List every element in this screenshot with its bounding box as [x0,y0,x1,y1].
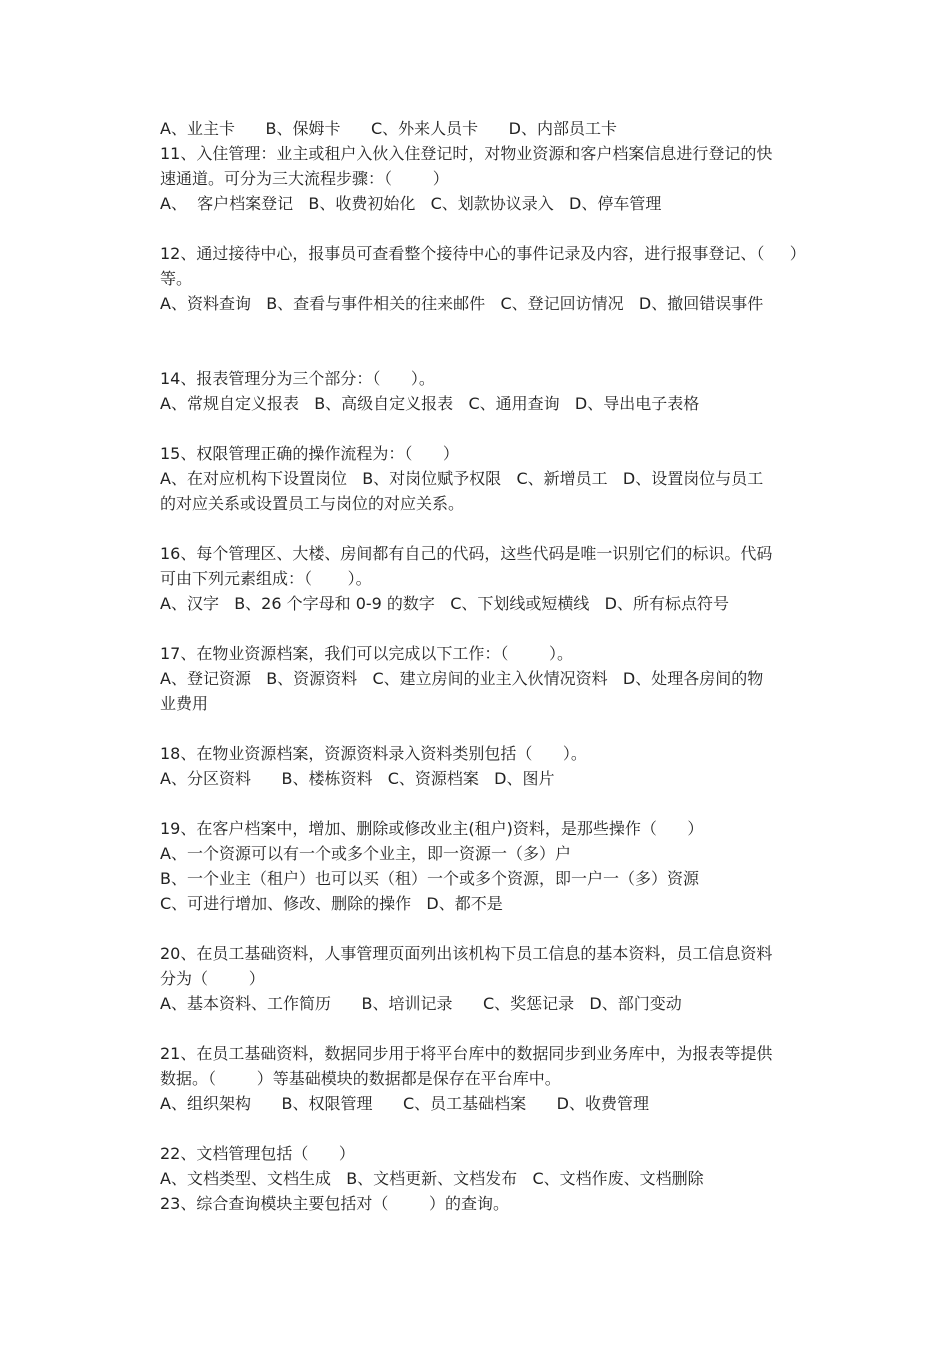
question-15: 15、权限管理正确的操作流程为：（ ） [160,444,459,463]
option-line: B、一个业主（租户）也可以买（租）一个或多个资源，即一户一（多）资源 [160,869,699,888]
spacer [160,1116,832,1141]
spacer [160,516,832,541]
question-12: 12、通过接待中心，报事员可查看整个接待中心的事件记录及内容，进行报事登记、（ ） [160,244,806,263]
question-19: 19、在客户档案中，增加、删除或修改业主(租户)资料，是那些操作（ ） [160,819,704,838]
question-line: 等。 [160,269,193,288]
question-17: 17、在物业资源档案，我们可以完成以下工作：（ ）。 [160,644,574,663]
question-line: 分为（ ） [160,969,265,988]
option-line: A、在对应机构下设置岗位 B、对岗位赋予权限 C、新增员工 D、设置岗位与员工 [160,469,764,488]
question-21: 21、在员工基础资料，数据同步用于将平台库中的数据同步到业务库中，为报表等提供 [160,1044,773,1063]
question-22: 22、文档管理包括（ ） [160,1144,355,1163]
option-line: A、登记资源 B、资源资料 C、建立房间的业主入伙情况资料 D、处理各房间的物 [160,669,764,688]
question-20: 20、在员工基础资料，人事管理页面列出该机构下员工信息的基本资料，员工信息资料 [160,944,773,963]
option-line: A、基本资料、工作简历 B、培训记录 C、奖惩记录 D、部门变动 [160,994,682,1013]
question-line: 速通道。可分为三大流程步骤：（ ） [160,169,449,188]
spacer [160,916,832,941]
question-line: 可由下列元素组成：（ ）。 [160,569,372,588]
option-line: A、常规自定义报表 B、高级自定义报表 C、通用查询 D、导出电子表格 [160,394,700,413]
question-18: 18、在物业资源档案，资源资料录入资料类别包括（ ）。 [160,744,587,763]
option-line: A、一个资源可以有一个或多个业主，即一资源一（多）户 [160,844,571,863]
spacer [160,716,832,741]
spacer [160,1016,832,1041]
option-line: 的对应关系或设置员工与岗位的对应关系。 [160,494,465,513]
question-14: 14、报表管理分为三个部分：（ ）。 [160,369,435,388]
option-line: A、 客户档案登记 B、收费初始化 C、划款协议录入 D、停车管理 [160,194,662,213]
document-page [160,116,832,1216]
option-line: A、组织架构 B、权限管理 C、员工基础档案 D、收费管理 [160,1094,649,1113]
option-line: A、文档类型、文档生成 B、文档更新、文档发布 C、文档作废、文档删除 [160,1169,704,1188]
spacer [160,416,832,441]
option-line: C、可进行增加、修改、删除的操作 D、都不是 [160,894,503,913]
option-line: A、分区资料 B、楼栋资料 C、资源档案 D、图片 [160,769,555,788]
question-23: 23、综合查询模块主要包括对（ ）的查询。 [160,1194,510,1213]
question-line: 数据。（ ）等基础模块的数据都是保存在平台库中。 [160,1069,561,1088]
spacer [160,216,832,241]
option-line: A、资料查询 B、查看与事件相关的往来邮件 C、登记回访情况 D、撤回错误事件 [160,294,764,313]
question-11: 11、入住管理：业主或租户入伙入住登记时，对物业资源和客户档案信息进行登记的快 [160,144,773,163]
option-line: 业费用 [160,694,209,713]
spacer [160,616,832,641]
option-line: A、业主卡 B、保姆卡 C、外来人员卡 D、内部员工卡 [160,119,617,138]
option-line: A、汉字 B、26 个字母和 0-9 的数字 C、下划线或短横线 D、所有标点符号 [160,594,729,613]
spacer [160,316,832,366]
question-16: 16、每个管理区、大楼、房间都有自己的代码，这些代码是唯一识别它们的标识。代码 [160,544,773,563]
spacer [160,791,832,816]
